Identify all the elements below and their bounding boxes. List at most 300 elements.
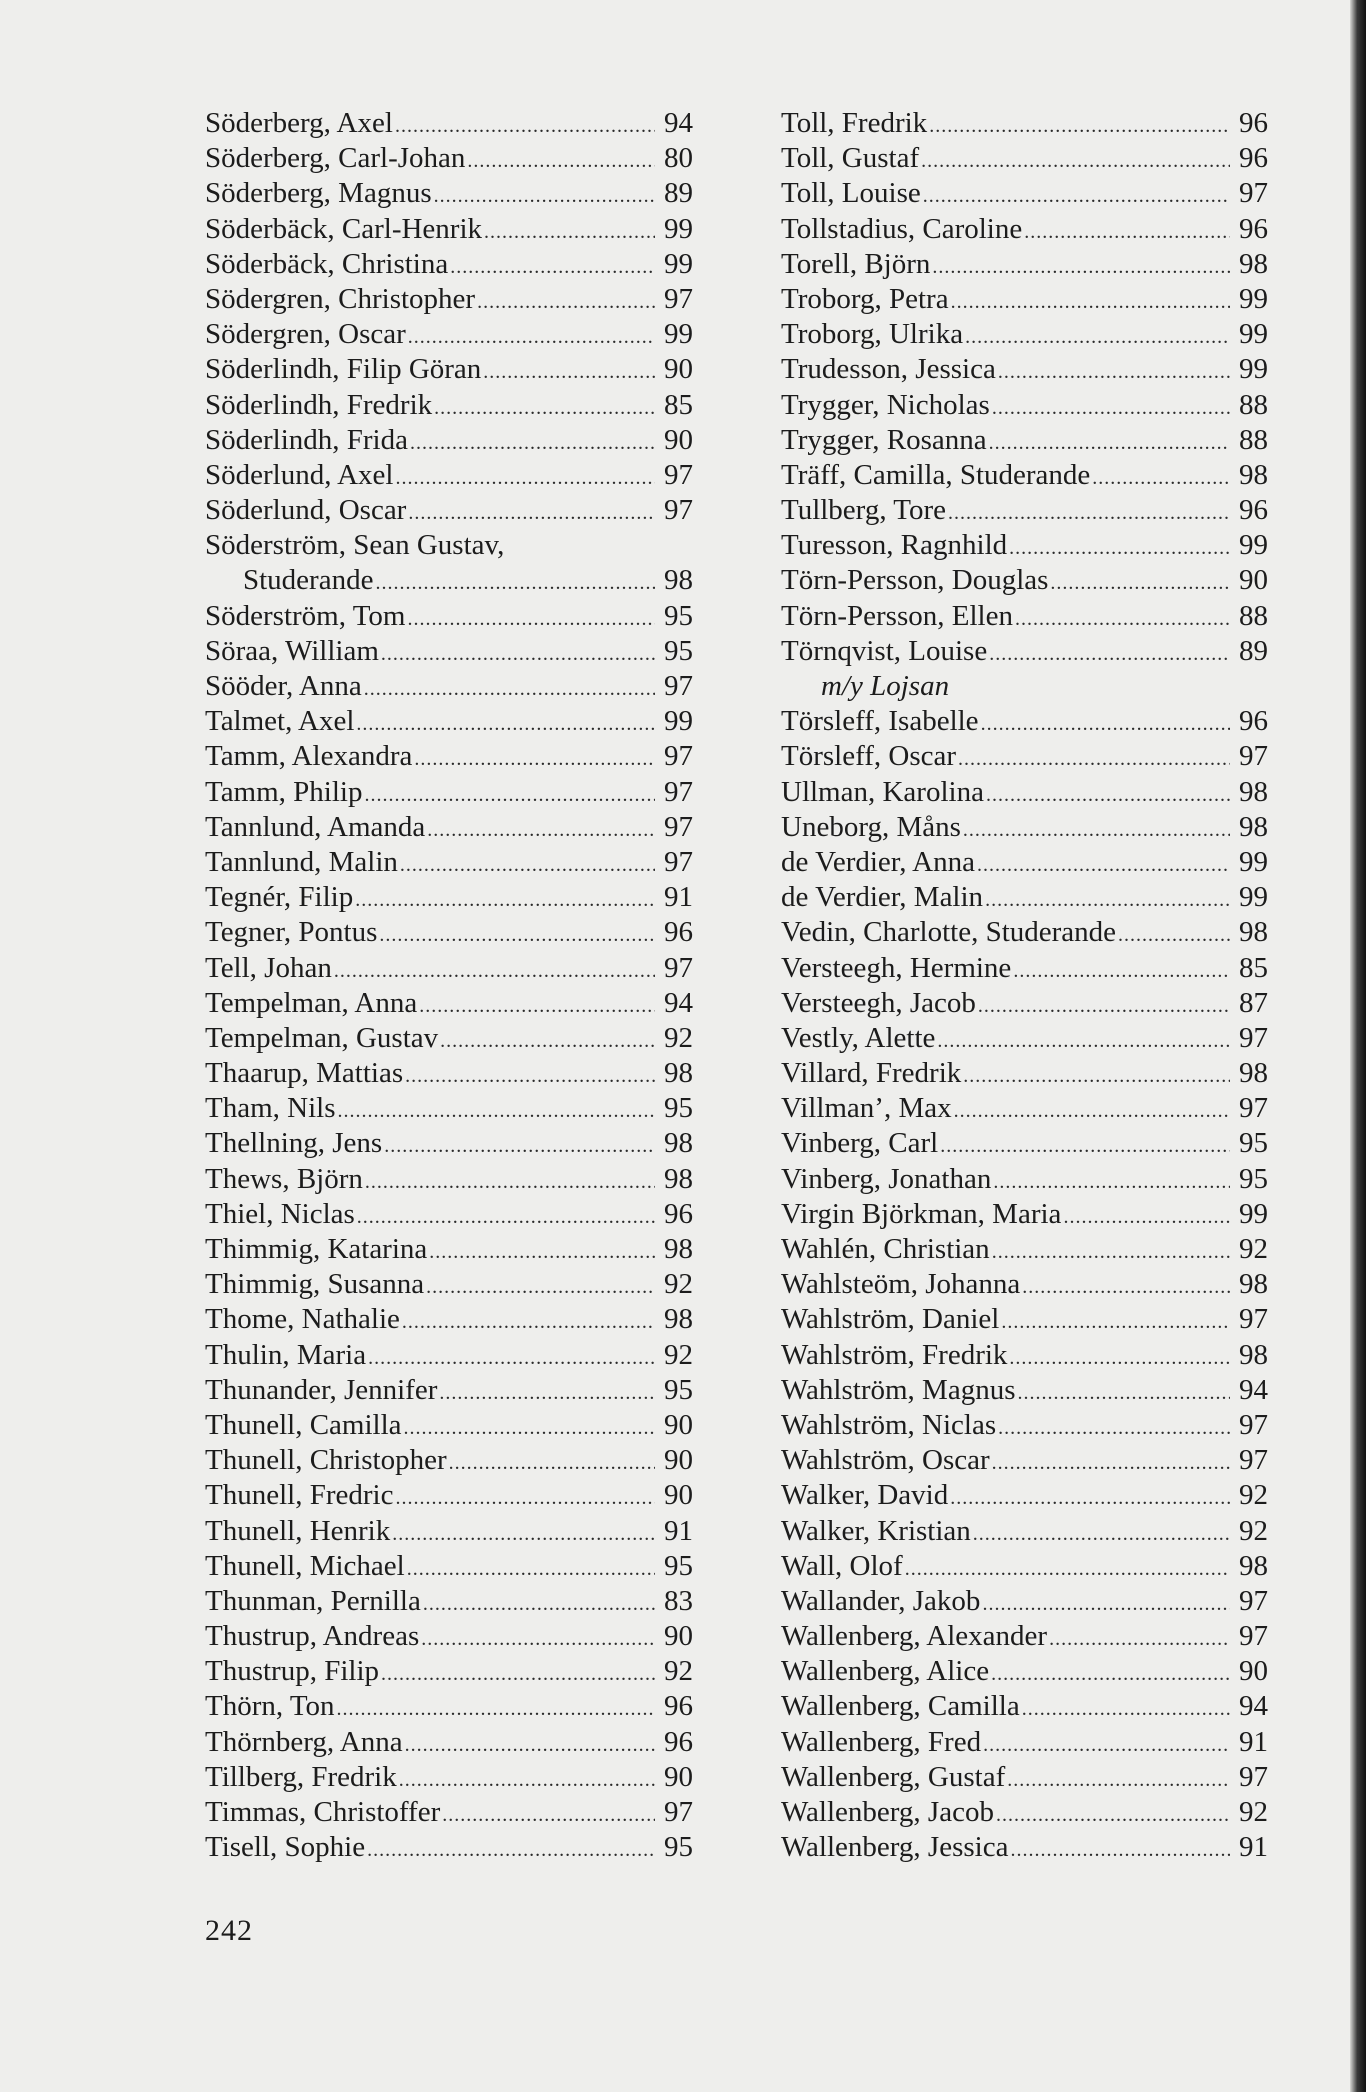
index-entry	[781, 528, 1268, 563]
entry-name: Söraa, William	[205, 634, 379, 667]
entry-name: Vinberg, Carl	[781, 1127, 939, 1160]
entry-page: 97	[664, 494, 693, 527]
dot-leader	[368, 1341, 655, 1376]
entry-name: Söderberg, Magnus	[205, 177, 432, 210]
index-entry	[781, 1795, 1268, 1830]
dot-leader	[449, 1446, 655, 1481]
entry-page: 98	[1239, 1549, 1268, 1582]
entry-page: 97	[664, 775, 693, 808]
index-entry	[205, 1373, 693, 1408]
dot-leader	[954, 1094, 1230, 1129]
index-entry	[781, 247, 1268, 282]
entry-name: Tempelman, Anna	[205, 986, 418, 1019]
dot-leader	[932, 250, 1230, 285]
index-entry	[205, 880, 693, 915]
dot-leader	[958, 742, 1230, 777]
entry-page: 83	[664, 1584, 693, 1617]
entry-name: Wahlsteöm, Johanna	[781, 1268, 1021, 1301]
index-entry-continued	[781, 669, 1268, 704]
entry-page: 99	[1239, 353, 1268, 386]
entry-name: Virgin Björkman, Maria	[781, 1197, 1062, 1230]
entry-name: Vestly, Alette	[781, 1021, 936, 1054]
entry-name: Thimmig, Katarina	[205, 1233, 428, 1265]
entry-page: 97	[1239, 177, 1268, 210]
index-entry	[781, 1373, 1268, 1408]
entry-name: Söderström, Tom	[205, 599, 406, 632]
dot-leader	[905, 1552, 1230, 1587]
entry-page: 94	[664, 986, 693, 1019]
index-column-left	[205, 106, 693, 1865]
entry-page: 90	[1239, 1655, 1268, 1688]
entry-page: 97	[664, 458, 693, 491]
index-entry	[781, 1338, 1268, 1373]
index-entry	[205, 1302, 693, 1337]
entry-page: 95	[664, 1373, 693, 1406]
entry-name: Söderberg, Axel	[205, 107, 393, 139]
index-entry	[781, 1302, 1268, 1337]
dot-leader	[384, 1129, 655, 1164]
index-entry	[781, 493, 1268, 528]
dot-leader	[989, 426, 1230, 461]
index-entry	[781, 1830, 1268, 1865]
index-entry	[205, 599, 693, 634]
index-entry	[205, 810, 693, 845]
index-entry	[781, 1126, 1268, 1161]
entry-name: Söderström, Sean Gustav,	[205, 529, 505, 562]
entry-name: Wahlström, Niclas	[781, 1408, 997, 1441]
entry-name: Söderberg, Carl-Johan	[205, 142, 466, 175]
entry-page: 91	[664, 1514, 693, 1547]
dot-leader	[355, 883, 655, 918]
entry-page: 80	[664, 142, 693, 175]
dot-leader	[405, 1728, 655, 1763]
dot-leader	[992, 391, 1230, 426]
entry-page: 88	[1239, 388, 1268, 421]
dot-leader	[991, 1657, 1230, 1692]
entry-name: Wallenberg, Jacob	[781, 1796, 994, 1828]
entry-page: 97	[664, 1796, 693, 1828]
dot-leader	[381, 1657, 655, 1692]
entry-page: 97	[664, 845, 693, 878]
dot-leader	[440, 1024, 655, 1059]
index-entry	[781, 1514, 1268, 1549]
dot-leader	[427, 813, 655, 848]
dot-leader	[1017, 1376, 1230, 1411]
entry-page: 92	[1239, 1233, 1268, 1265]
entry-name: de Verdier, Malin	[781, 881, 984, 914]
entry-page: 98	[1239, 775, 1268, 808]
index-entry	[205, 951, 693, 986]
entry-name: Versteegh, Hermine	[781, 951, 1012, 984]
entry-page: 99	[664, 212, 693, 245]
index-entry	[205, 1549, 693, 1584]
entry-name: Thaarup, Mattias	[205, 1057, 404, 1090]
dot-leader	[937, 1024, 1230, 1059]
dot-leader	[985, 883, 1230, 918]
entry-page: 99	[664, 705, 693, 738]
index-entry	[781, 282, 1268, 317]
index-entry	[781, 599, 1268, 634]
entry-name: Tell, Johan	[205, 951, 332, 984]
entry-name: de Verdier, Anna	[781, 845, 975, 878]
entry-page: 97	[1239, 740, 1268, 773]
entry-page: 94	[664, 107, 693, 139]
dot-leader	[467, 144, 655, 179]
entry-page: 98	[1239, 1338, 1268, 1371]
entry-name: Thunman, Pernilla	[205, 1584, 421, 1617]
entry-name: Tegner, Pontus	[205, 916, 378, 949]
index-entry	[781, 1654, 1268, 1689]
entry-name: Södergren, Christopher	[205, 282, 476, 315]
entry-page: 98	[1239, 458, 1268, 491]
entry-page: 89	[664, 177, 693, 210]
dot-leader	[1009, 1341, 1230, 1376]
dot-leader	[414, 742, 655, 777]
entry-name: Thörnberg, Anna	[205, 1725, 403, 1758]
entry-page: 98	[664, 1233, 693, 1265]
entry-page: 92	[664, 1655, 693, 1688]
entry-name: Wallenberg, Camilla	[781, 1690, 1020, 1723]
dot-leader	[921, 144, 1230, 179]
dot-leader	[483, 355, 655, 390]
entry-name: Wallenberg, Alice	[781, 1655, 990, 1688]
entry-page: 90	[664, 1444, 693, 1477]
entry-name: Wahlström, Daniel	[781, 1303, 1000, 1336]
index-entry	[781, 810, 1268, 845]
entry-name: Thunell, Henrik	[205, 1514, 391, 1547]
dot-leader	[983, 1728, 1230, 1763]
entry-name: Tamm, Alexandra	[205, 740, 413, 773]
dot-leader	[963, 1059, 1230, 1094]
dot-leader	[399, 1763, 655, 1798]
entry-name: Turesson, Ragnhild	[781, 529, 1008, 562]
index-entry	[781, 1549, 1268, 1584]
dot-leader	[977, 848, 1230, 883]
dot-leader	[423, 1587, 655, 1622]
index-entry	[781, 845, 1268, 880]
index-entry	[781, 704, 1268, 739]
dot-leader	[963, 813, 1230, 848]
dot-leader	[1001, 1305, 1230, 1340]
index-entry	[205, 986, 693, 1021]
entry-page: 98	[664, 564, 693, 597]
entry-page: 99	[1239, 282, 1268, 315]
dot-leader	[1024, 215, 1230, 250]
entry-name: Toll, Fredrik	[781, 107, 928, 139]
index-entry	[205, 1584, 693, 1619]
entry-name: Wallenberg, Gustaf	[781, 1760, 1006, 1793]
entry-page: 96	[664, 916, 693, 949]
entry-page: 99	[1239, 845, 1268, 878]
entry-name: Wahlström, Fredrik	[781, 1338, 1008, 1371]
entry-name: Thews, Björn	[205, 1162, 363, 1195]
entry-page: 89	[1239, 634, 1268, 667]
index-entry	[781, 423, 1268, 458]
index-column-right	[781, 106, 1268, 1865]
dot-leader	[419, 989, 655, 1024]
dot-leader	[365, 1165, 655, 1200]
index-entry	[781, 880, 1268, 915]
entry-name: Troborg, Ulrika	[781, 318, 964, 351]
dot-leader	[965, 320, 1230, 355]
dot-leader	[379, 918, 655, 953]
entry-page: 94	[1239, 1373, 1268, 1406]
index-entry	[781, 1408, 1268, 1443]
entry-name: Tannlund, Malin	[205, 845, 398, 878]
entry-page: 99	[664, 247, 693, 280]
dot-leader	[981, 707, 1230, 742]
index-entry	[205, 669, 693, 704]
entry-name: Thimmig, Susanna	[205, 1268, 425, 1301]
entry-name: Törsleff, Isabelle	[781, 705, 979, 738]
index-entry	[781, 1689, 1268, 1724]
entry-name: Thustrup, Andreas	[205, 1620, 420, 1653]
dot-leader	[998, 355, 1230, 390]
dot-leader	[364, 778, 655, 813]
entry-name: Törn-Persson, Ellen	[781, 599, 1013, 632]
entry-name: Törnqvist, Louise	[781, 634, 988, 667]
dot-leader	[996, 1798, 1230, 1833]
dot-leader	[978, 989, 1230, 1024]
entry-name: Uneborg, Måns	[781, 810, 961, 843]
entry-page: 92	[664, 1021, 693, 1054]
entry-name: Thiel, Niclas	[205, 1197, 355, 1230]
index-entry	[781, 388, 1268, 423]
dot-leader	[405, 1059, 655, 1094]
entry-name: Träff, Camilla, Studerande	[781, 458, 1091, 491]
entry-name: Walker, Kristian	[781, 1514, 971, 1547]
dot-leader	[396, 461, 656, 496]
index-entry	[205, 1338, 693, 1373]
entry-page: 97	[1239, 1620, 1268, 1653]
index-entry	[781, 1197, 1268, 1232]
dot-leader	[993, 1165, 1230, 1200]
entry-name: Tullberg, Tore	[781, 494, 947, 527]
entry-name: Törn-Persson, Douglas	[781, 564, 1049, 597]
index-entry	[205, 739, 693, 774]
entry-name: Trygger, Rosanna	[781, 423, 987, 456]
index-entry	[205, 1619, 693, 1654]
entry-page: 90	[664, 1620, 693, 1653]
index-entry	[781, 106, 1268, 141]
index-entry	[781, 775, 1268, 810]
dot-leader	[407, 1552, 655, 1587]
entry-name: Thunander, Jennifer	[205, 1373, 438, 1406]
entry-page: 97	[1239, 1408, 1268, 1441]
dot-leader	[367, 1833, 655, 1868]
entry-name: Villman’, Max	[781, 1092, 952, 1125]
entry-name: Trudesson, Jessica	[781, 353, 996, 386]
index-entry	[781, 317, 1268, 352]
index-entry	[781, 1056, 1268, 1091]
entry-page: 87	[1239, 986, 1268, 1019]
entry-page: 98	[1239, 247, 1268, 280]
index-entry	[205, 458, 693, 493]
entry-page: 95	[1239, 1127, 1268, 1160]
entry-page: 99	[1239, 318, 1268, 351]
dot-leader	[410, 426, 655, 461]
dot-leader	[337, 1692, 655, 1727]
entry-page: 99	[664, 318, 693, 351]
entry-page: 96	[1239, 705, 1268, 738]
entry-name: Thunell, Fredric	[205, 1479, 394, 1512]
index-entry	[781, 915, 1268, 950]
dot-leader	[357, 1200, 655, 1235]
dot-leader	[375, 566, 655, 601]
dot-leader	[439, 1376, 655, 1411]
entry-name: Talmet, Axel	[205, 705, 355, 738]
scan-edge	[1350, 0, 1366, 2092]
dot-leader	[1092, 461, 1230, 496]
index-entry	[205, 423, 693, 458]
entry-name: Wallenberg, Jessica	[781, 1831, 1009, 1864]
entry-page: 98	[1239, 810, 1268, 843]
dot-leader	[421, 1622, 655, 1657]
dot-leader	[434, 179, 655, 214]
entry-name: Wallenberg, Alexander	[781, 1620, 1048, 1653]
index-entry	[781, 176, 1268, 211]
entry-name: Timmas, Christoffer	[205, 1796, 441, 1828]
index-entry	[205, 1443, 693, 1478]
entry-page: 97	[1239, 1021, 1268, 1054]
entry-name: Södergren, Oscar	[205, 318, 406, 351]
entry-page: 95	[664, 1831, 693, 1864]
entry-page: 99	[1239, 1197, 1268, 1230]
dot-leader	[408, 320, 655, 355]
index-entry	[205, 247, 693, 282]
index-entry-heading	[205, 528, 693, 563]
entry-page: 98	[1239, 1057, 1268, 1090]
entry-name: Wahlén, Christian	[781, 1233, 990, 1265]
index-entry	[205, 1478, 693, 1513]
entry-name: Vinberg, Jonathan	[781, 1162, 992, 1195]
dot-leader	[392, 1517, 655, 1552]
entry-name: Söderlund, Axel	[205, 458, 394, 491]
entry-page: 97	[1239, 1303, 1268, 1336]
entry-page: 98	[664, 1303, 693, 1336]
entry-page: 92	[664, 1338, 693, 1371]
index-entry	[205, 212, 693, 247]
index-entry	[781, 634, 1268, 669]
dot-leader	[400, 848, 655, 883]
index-entry	[205, 1056, 693, 1091]
entry-name: Walker, David	[781, 1479, 949, 1512]
dot-leader	[951, 285, 1230, 320]
index-entry	[205, 141, 693, 176]
index-entry	[205, 1514, 693, 1549]
entry-page: 94	[1239, 1690, 1268, 1723]
dot-leader	[986, 778, 1230, 813]
entry-name: Thustrup, Filip	[205, 1655, 380, 1688]
entry-name: m/y Lojsan	[821, 670, 950, 702]
entry-page: 95	[1239, 1162, 1268, 1195]
entry-name: Tamm, Philip	[205, 775, 363, 808]
index-entry	[781, 1021, 1268, 1056]
dot-leader	[1013, 954, 1230, 989]
index-entry	[781, 1760, 1268, 1795]
dot-leader	[484, 215, 655, 250]
dot-leader	[477, 285, 655, 320]
dot-leader	[1050, 566, 1230, 601]
dot-leader	[1063, 1200, 1230, 1235]
index-entry	[781, 951, 1268, 986]
entry-name: Tham, Nils	[205, 1092, 336, 1125]
index-entry	[205, 1795, 693, 1830]
entry-name: Thunell, Christopher	[205, 1444, 447, 1477]
entry-page: 90	[664, 1479, 693, 1512]
index-entry	[205, 388, 693, 423]
index-entry	[205, 775, 693, 810]
entry-name: Sööder, Anna	[205, 670, 362, 702]
entry-page: 96	[1239, 494, 1268, 527]
entry-name: Studerande	[243, 564, 374, 597]
entry-page: 96	[1239, 107, 1268, 139]
entry-page: 95	[664, 599, 693, 632]
dot-leader	[989, 637, 1230, 672]
entry-name: Törsleff, Oscar	[781, 740, 957, 773]
entry-page: 90	[664, 1408, 693, 1441]
entry-name: Wall, Olof	[781, 1549, 903, 1582]
index-entry	[205, 1830, 693, 1865]
dot-leader	[381, 637, 655, 672]
entry-page: 96	[1239, 212, 1268, 245]
dot-leader	[1022, 1270, 1230, 1305]
entry-page: 92	[664, 1268, 693, 1301]
index-entry	[205, 106, 693, 141]
entry-page: 91	[1239, 1725, 1268, 1758]
index-entry	[781, 352, 1268, 387]
dot-leader	[364, 672, 655, 707]
entry-page: 97	[1239, 1760, 1268, 1793]
entry-name: Troborg, Petra	[781, 282, 949, 315]
entry-name: Thome, Nathalie	[205, 1303, 400, 1336]
index-entry	[205, 1689, 693, 1724]
index-entry	[205, 317, 693, 352]
entry-page: 98	[1239, 916, 1268, 949]
entry-page: 96	[664, 1690, 693, 1723]
entry-page: 95	[664, 1092, 693, 1125]
index-entry	[205, 1760, 693, 1795]
dot-leader	[1022, 1692, 1230, 1727]
entry-page: 99	[1239, 881, 1268, 914]
page-number: 242	[205, 1914, 253, 1947]
entry-page: 90	[1239, 564, 1268, 597]
entry-page: 92	[1239, 1796, 1268, 1828]
entry-page: 90	[664, 423, 693, 456]
dot-leader	[982, 1587, 1230, 1622]
index-entry	[781, 212, 1268, 247]
entry-name: Thulin, Maria	[205, 1338, 367, 1371]
entry-page: 97	[664, 810, 693, 843]
index-entry	[781, 986, 1268, 1021]
entry-page: 88	[1239, 423, 1268, 456]
index-entry	[205, 1162, 693, 1197]
dot-leader	[450, 250, 655, 285]
dot-leader	[356, 707, 655, 742]
index-entry	[781, 141, 1268, 176]
index-entry	[781, 739, 1268, 774]
index-entry	[781, 1232, 1268, 1267]
dot-leader	[395, 1481, 655, 1516]
dot-leader	[973, 1517, 1230, 1552]
dot-leader	[940, 1129, 1230, 1164]
index-entry	[781, 563, 1268, 598]
entry-page: 96	[664, 1197, 693, 1230]
entry-name: Tegnér, Filip	[205, 881, 354, 914]
dot-leader	[407, 602, 655, 637]
dot-leader	[1009, 531, 1230, 566]
index-entry	[205, 282, 693, 317]
